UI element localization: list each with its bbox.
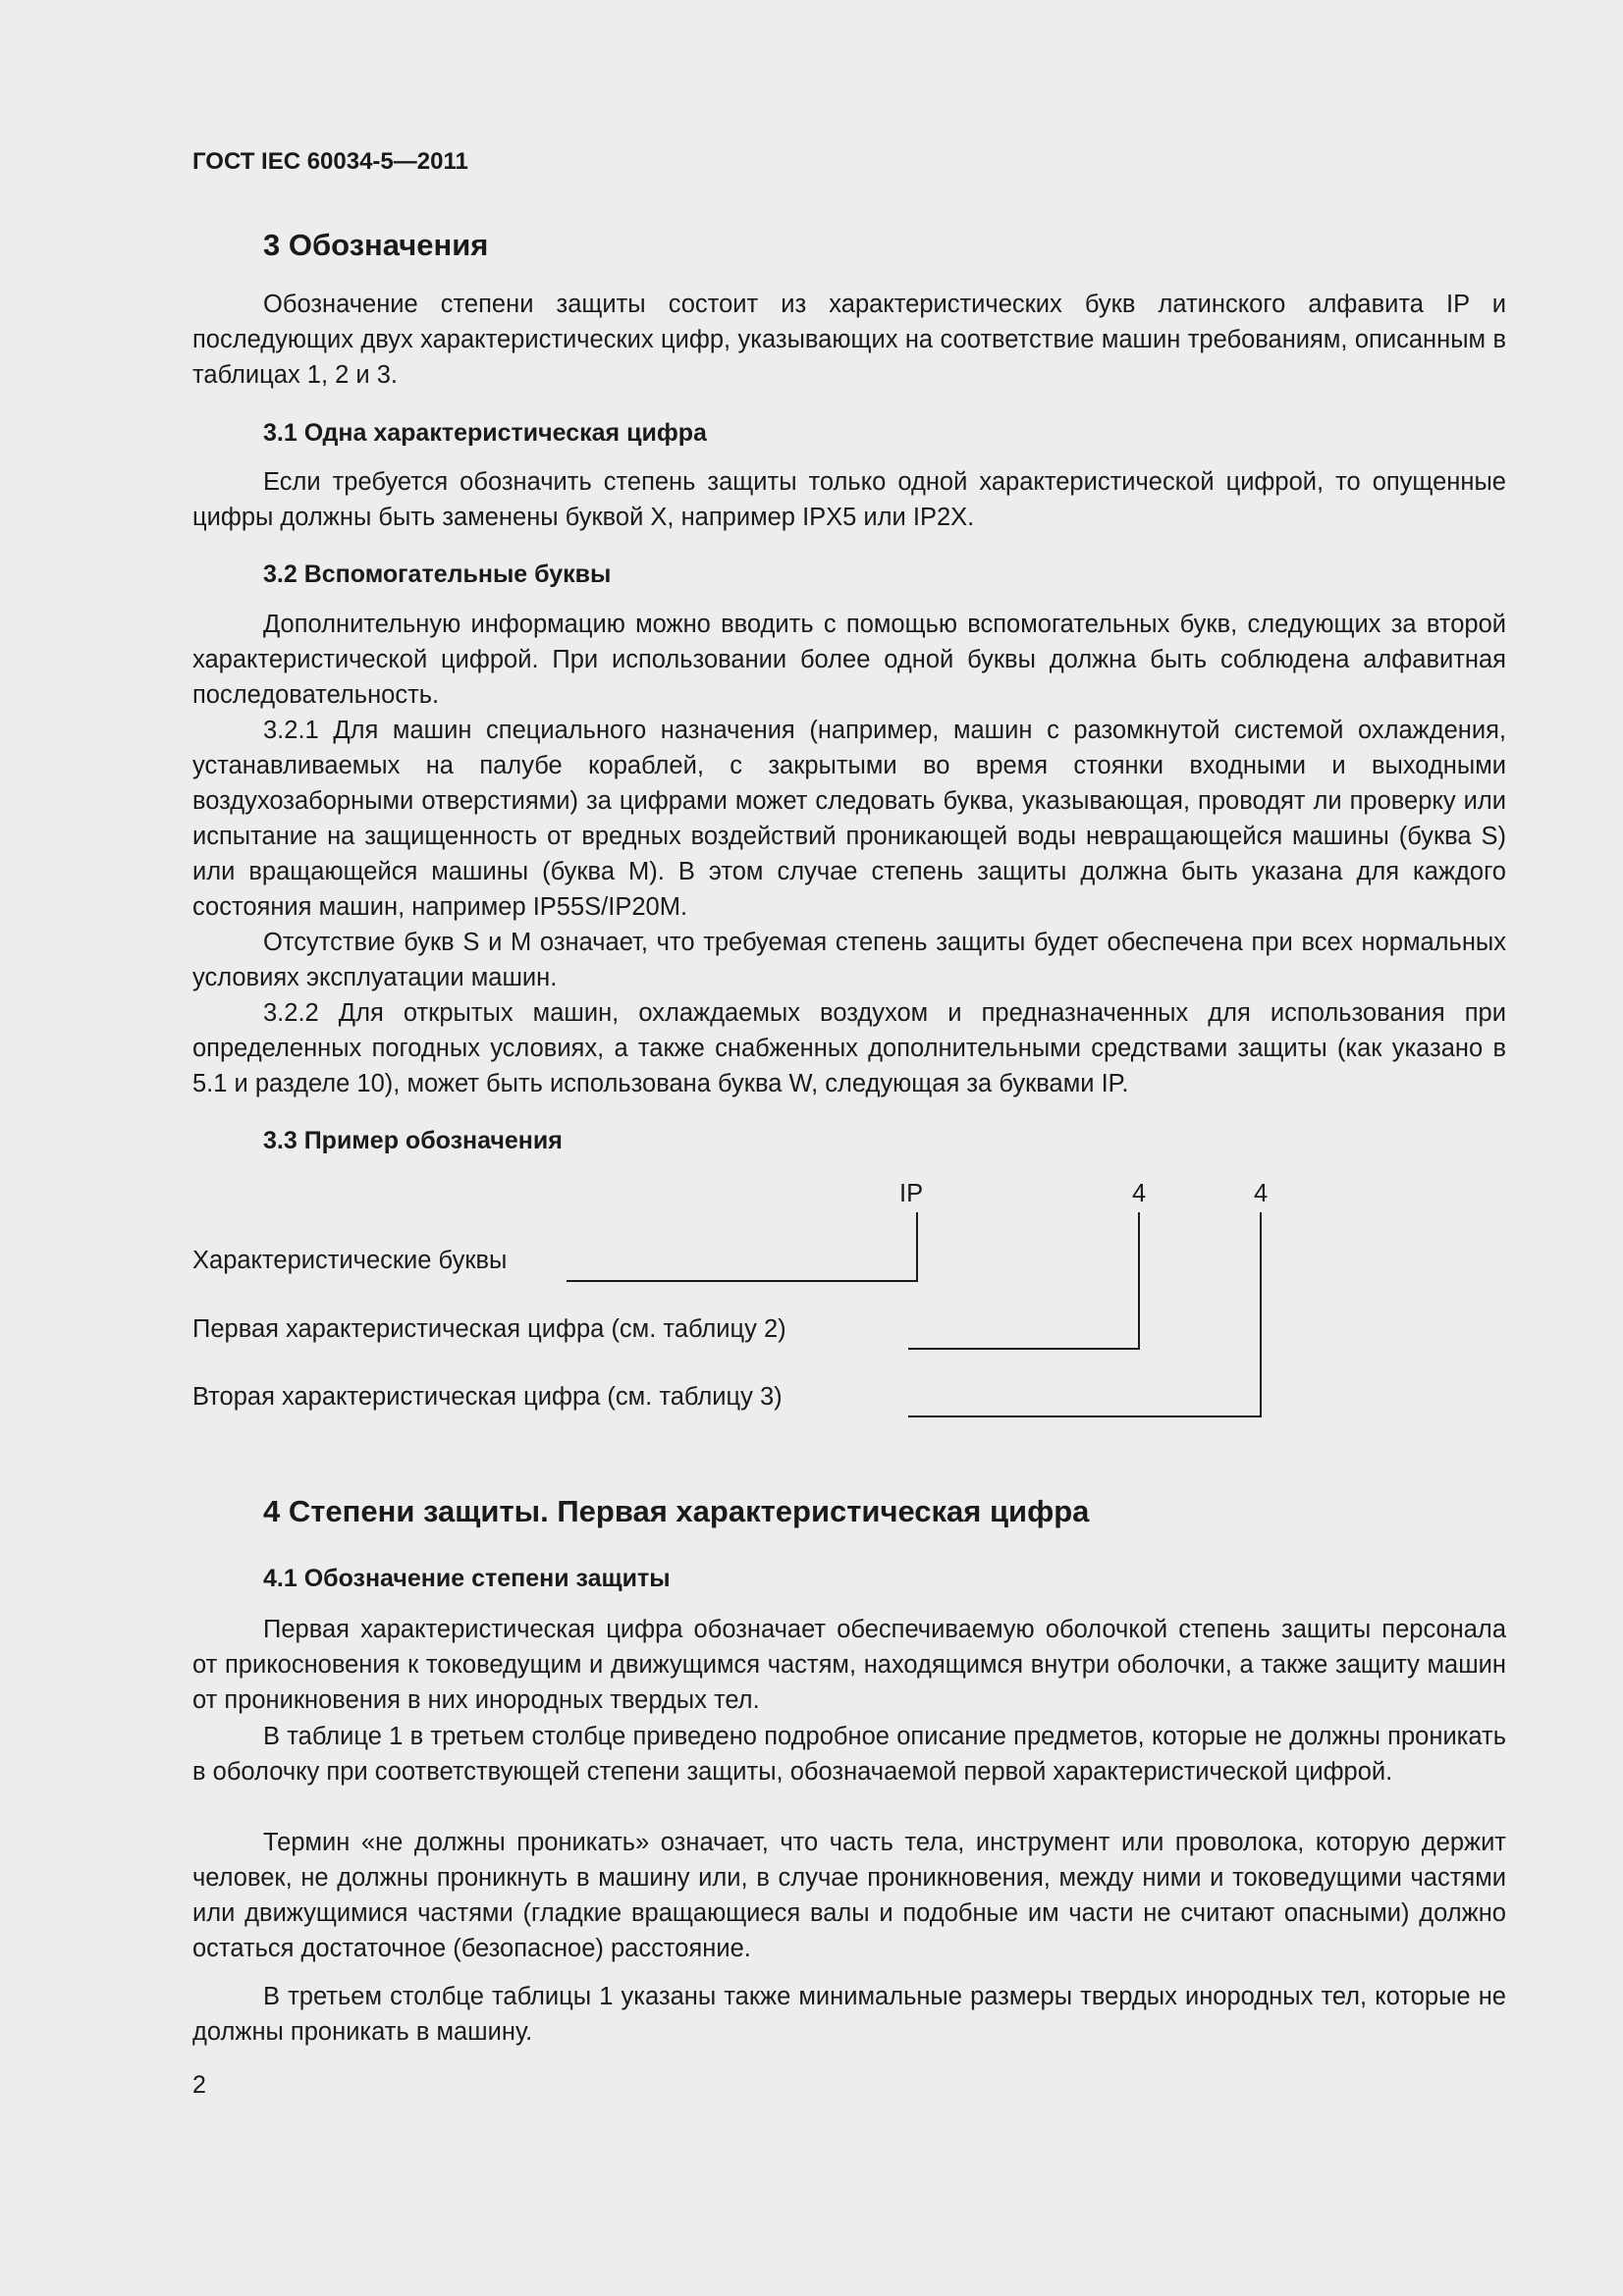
page-number: 2 xyxy=(192,2071,206,2099)
label-characteristic-letters: Характеристические буквы xyxy=(192,1247,508,1274)
section-3-3-title: 3.3 Пример обозначения xyxy=(263,1127,563,1154)
section-4-1-paragraph-3: Термин «не должны проникать» означает, что часть тела, инструмент или проволока, которую держит человек, не должны проникнуть в машину или, в случае проникновения, между ними и токоведущими частями или движущимися частями (гладкие вращающиеся валы и подобные им части не считают опасными) должно остаться достаточное (безопасное) расстояние. xyxy=(192,1829,1506,1962)
section-4-1-title: 4.1 Обозначение степени защиты xyxy=(263,1565,671,1592)
section-3-2-title: 3.2 Вспомогательные буквы xyxy=(263,561,612,588)
code-first-digit: 4 xyxy=(1132,1180,1147,1207)
document-header: ГОСТ IEC 60034-5—2011 xyxy=(192,148,468,175)
label-first-digit: Первая характеристическая цифра (см. таблицу 2) xyxy=(192,1315,786,1343)
section-3-title: 3 Обозначения xyxy=(263,228,489,262)
section-3-2-1-paragraph: 3.2.1 Для машин специального назначения (например, машин с разомкнутой системой охлаждения, устанавливаемых на палубе кораблей, с закрытыми во время стоянки входными и выходными воздухозаборными отверстиями) за цифрами может следовать буква, указывающая, проводят ли проверку или испытание на защищенность от вредных воздействий проникающей воды невращающейся машины (буква S) или вращающейся машины (буква M). В этом случае степень защиты должна быть указана для каждого состояния машин, например IP55S/IP20M. xyxy=(192,717,1506,921)
section-4-1-paragraph-4: В третьем столбце таблицы 1 указаны также минимальные размеры твердых инородных тел, которые не должны проникать в машину. xyxy=(192,1983,1506,2046)
code-second-digit: 4 xyxy=(1254,1180,1269,1207)
section-3-1-title: 3.1 Одна характеристическая цифра xyxy=(263,419,707,447)
section-3-2-paragraph-1: Дополнительную информацию можно вводить с помощью вспомогательных букв, следующих за второй характеристической цифрой. При использовании более одной буквы должна быть соблюдена алфавитная последовательность. xyxy=(192,611,1506,709)
section-4-title: 4 Степени защиты. Первая характеристическая цифра xyxy=(263,1494,1090,1528)
section-3-1-paragraph: Если требуется обозначить степень защиты только одной характеристической цифрой, то опущенные цифры должны быть заменены буквой X, например IPX5 или IP2X. xyxy=(192,468,1506,531)
label-second-digit: Вторая характеристическая цифра (см. таблицу 3) xyxy=(192,1383,783,1411)
code-ip-label: IP xyxy=(899,1180,924,1207)
section-3-2-2-paragraph: 3.2.2 Для открытых машин, охлаждаемых воздухом и предназначенных для использования при определенных погодных условиях, а также снабженных дополнительными средствами защиты (как указано в 5.1 и разделе 10), может быть использована буква W, следующая за буквами IP. xyxy=(192,999,1506,1097)
ip-leader-horizontal xyxy=(567,1280,918,1282)
section-4-1-paragraph-2: В таблице 1 в третьем столбце приведено подробное описание предметов, которые не должны проникать в оболочку при соответствующей степени защиты, обозначаемой первой характеристической цифрой. xyxy=(192,1723,1506,1786)
first-digit-leader-vertical xyxy=(1138,1212,1140,1350)
ip-leader-vertical xyxy=(916,1212,918,1282)
section-3-paragraph: Обозначение степени защиты состоит из характеристических букв латинского алфавита IP и последующих двух характеристических цифр, указывающих на соответствие машин требованиям, описанным в таблицах 1, 2 и 3. xyxy=(192,291,1506,389)
second-digit-leader-vertical xyxy=(1260,1212,1262,1417)
section-3-2-paragraph-3: Отсутствие букв S и M означает, что требуемая степень защиты будет обеспечена при всех нормальных условиях эксплуатации машин. xyxy=(192,929,1506,991)
section-4-1-paragraph-1: Первая характеристическая цифра обозначает обеспечиваемую оболочкой степень защиты персонала от прикосновения к токоведущим и движущимся частям, находящимся внутри оболочки, а также защиту машин от проникновения в них инородных твердых тел. xyxy=(192,1616,1506,1714)
first-digit-leader-horizontal xyxy=(908,1348,1140,1350)
second-digit-leader-horizontal xyxy=(908,1415,1262,1417)
